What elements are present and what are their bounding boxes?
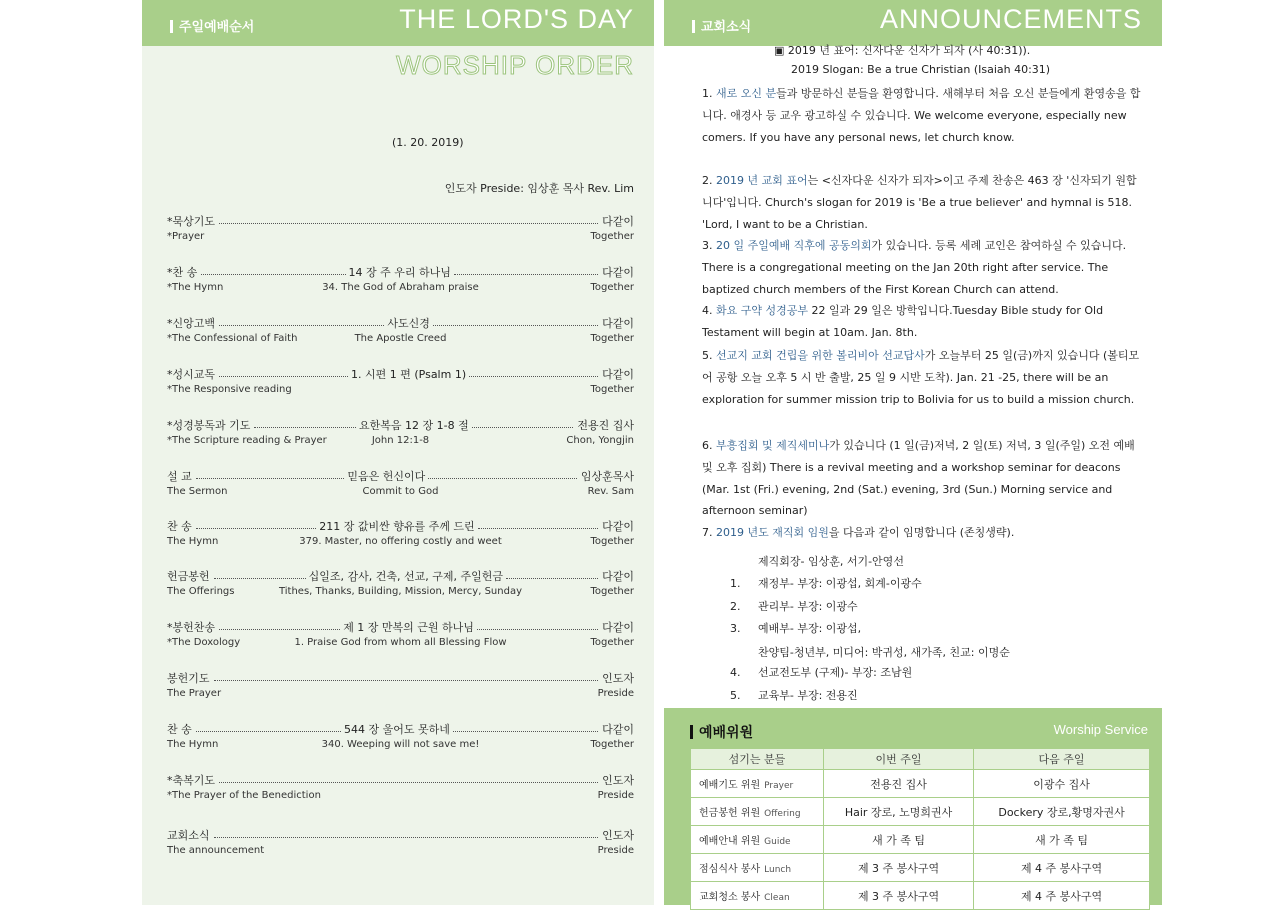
announcement-highlight: 2019 년 교회 표어: [716, 174, 808, 187]
order-item-leader-en: Preside: [597, 845, 634, 856]
order-item-detail: 제 1 장 만복의 근원 하나님: [343, 620, 474, 634]
order-item-title: *성경봉독과 기도: [167, 418, 251, 432]
order-item-title: *봉헌찬송: [167, 620, 216, 634]
announcement-item: [702, 435, 1142, 522]
section-label: 주일예배순서: [170, 16, 254, 35]
role-name-en: Offering: [764, 809, 801, 819]
this-week-cell: Hair 장로, 노명희권사: [824, 798, 974, 826]
role-name-en: Lunch: [764, 865, 792, 875]
leader-dots: [196, 478, 345, 479]
slogan-en: 2019 Slogan: Be a true Christian (Isaiah 40:31): [791, 63, 1051, 76]
role-cell: [691, 854, 824, 882]
role-name: 점심식사 봉사: [699, 864, 761, 875]
page-subtitle: WORSHIP ORDER: [396, 50, 634, 80]
order-item-detail: 544 장 울어도 못하네: [344, 722, 450, 736]
worship-service-rows: [691, 770, 1150, 910]
next-week-cell: 새 가 족 팀: [974, 826, 1150, 854]
order-item-leader-en: Together: [590, 231, 634, 242]
order-item-detail: 1. 시편 1 편 (Psalm 1): [351, 367, 467, 381]
order-item-title-en: *The Prayer of the Benediction: [167, 790, 321, 801]
staff-text: 찬양팀-청년부, 미디어: 박귀성, 새가족, 친교: 이명순: [758, 646, 1010, 659]
role-name: 예배기도 위원: [699, 780, 761, 791]
order-item-title-en: *The Responsive reading: [167, 384, 292, 395]
announcement-highlight: 새로 오신 분: [716, 87, 777, 100]
leader-dots: [506, 578, 598, 579]
announcement-text: 들과 방문하신 분들을 환영합니다. 새해부터 처음 오신 분들에게 환영송을 합니다. 애경사 등 교우 광고하실 수 있습니다. We welcome everyone, especially new comers. If you have any personal news, let church know.: [702, 87, 1141, 144]
announcement-item: [702, 345, 1142, 410]
staff-number: 3.: [730, 622, 741, 635]
table-row: [691, 826, 1150, 854]
next-week-cell: Dockery 장로,황명자권사: [974, 798, 1150, 826]
announcement-text: 가 있습니다. 등록 세례 교인은 참여하실 수 있습니다. There is a congregational meeting on the Jan 20th right after service. The baptized church members of the First Korean Church can attend.: [702, 239, 1127, 296]
announcement-number: 3.: [702, 239, 713, 252]
next-week-cell: 제 4 주 봉사구역: [974, 882, 1150, 910]
announcement-text: 22 일과 29 일은 방학입니다.Tuesday Bible study for Old Testament will begin at 10am. Jan. 8th.: [702, 304, 1104, 339]
order-item-leader-en: Rev. Sam: [587, 486, 634, 497]
order-item-title-en: *Prayer: [167, 231, 205, 242]
order-item-title-en: The Sermon: [167, 486, 228, 497]
announcement-highlight: 선교지 교회 건립을 위한 볼리비아 선교답사: [716, 349, 925, 362]
order-item-detail-en: 340. Weeping will not save me!: [321, 739, 480, 750]
role-name-en: Guide: [764, 837, 791, 847]
order-item-leader: 인도자: [602, 828, 634, 842]
worship-service-title: 예배위원: [690, 722, 753, 742]
staff-head: 제직회장- 임상훈, 서기-안영선: [758, 555, 904, 568]
staff-number: 4.: [730, 666, 741, 679]
staff-text: 선교전도부 (구제)- 부장: 조남원: [758, 666, 913, 679]
worship-order-banner: [142, 0, 654, 46]
staff-item: [730, 575, 922, 591]
leader-dots: [428, 478, 577, 479]
order-item-detail-en: 379. Master, no offering costly and weet: [299, 536, 502, 547]
order-item-leader-en: Together: [590, 282, 634, 293]
leader-dots: [433, 325, 598, 326]
order-item-leader: 다같이: [602, 367, 634, 381]
leader-dots: [478, 528, 599, 529]
announcement-number: 2.: [702, 174, 713, 187]
order-item-title: *묵상기도: [167, 214, 216, 228]
order-item-leader: 다같이: [602, 620, 634, 634]
order-item-title: 설 교: [167, 469, 192, 483]
role-name: 교회청소 봉사: [699, 892, 761, 903]
role-name-en: Prayer: [764, 781, 794, 791]
order-item-detail-en: Commit to God: [362, 486, 439, 497]
order-item-detail: 14 장 주 우리 하나님: [348, 265, 451, 279]
staff-number: 2.: [730, 600, 741, 613]
order-item-detail: 십일조, 감사, 건축, 선교, 구제, 주일헌금: [308, 569, 503, 583]
announcement-number: 5.: [702, 349, 713, 362]
table-row: [691, 854, 1150, 882]
announcement-item: [702, 170, 1142, 235]
order-item-detail: 211 장 값비싼 향유를 주께 드린: [319, 519, 475, 533]
order-item-leader: 다같이: [602, 722, 635, 736]
announcement-highlight: 부흥집회 및 제직세미나: [716, 439, 830, 452]
announcement-number: 7.: [702, 526, 713, 539]
order-item-title-en: The Prayer: [167, 688, 222, 699]
leader-dots: [214, 837, 599, 838]
order-item-detail-en: Tithes, Thanks, Building, Mission, Mercy, Sunday: [278, 586, 523, 597]
order-item-leader: 인도자: [602, 671, 634, 685]
order-item-title-en: The Hymn: [167, 536, 219, 547]
order-item-title: 교회소식: [167, 828, 210, 842]
role-cell: [691, 798, 824, 826]
leader-dots: [219, 223, 598, 224]
order-item-detail-en: John 12:1-8: [371, 435, 430, 446]
order-item-leader-en: Together: [590, 333, 634, 344]
order-item-leader-en: Together: [590, 739, 634, 750]
table-row: [691, 882, 1150, 910]
order-item-leader: 임상훈목사: [580, 469, 634, 483]
worship-service-table: [690, 748, 1150, 910]
announcements-banner: [664, 0, 1162, 46]
next-week-cell: 제 4 주 봉사구역: [974, 854, 1150, 882]
order-item-title: 찬 송: [167, 519, 192, 533]
announcement-text: 을 다음과 같이 임명합니다 (존칭생략).: [828, 526, 1015, 539]
order-item-leader-en: Together: [590, 536, 634, 547]
table-row: [691, 770, 1150, 798]
order-item-title-en: The Offerings: [167, 586, 235, 597]
staff-text: 관리부- 부장: 이광수: [758, 600, 858, 613]
order-item-title-en: The Hymn: [167, 739, 219, 750]
this-week-cell: 새 가 족 팀: [824, 826, 974, 854]
order-item-title: 헌금봉헌: [167, 569, 210, 583]
staff-item: [758, 644, 1010, 660]
staff-number: 1.: [730, 577, 741, 590]
role-cell: [691, 826, 824, 854]
order-item-leader: 다같이: [602, 214, 634, 228]
order-item-title-en: *The Hymn: [167, 282, 224, 293]
staff-item: [730, 664, 912, 680]
leader-dots: [254, 427, 356, 428]
worship-order-page: [142, 0, 654, 905]
staff-item: [730, 620, 861, 636]
staff-text: 재정부- 부장: 이광섭, 회계-이광수: [758, 577, 922, 590]
announcement-item: [702, 235, 1142, 300]
order-item-leader-en: Preside: [597, 688, 634, 699]
leader-dots: [219, 376, 348, 377]
next-week-cell: 이광수 집사: [974, 770, 1150, 798]
leader-dots: [454, 274, 598, 275]
leader-dots: [219, 782, 598, 783]
order-item: [167, 314, 634, 348]
leader-dots: [469, 376, 598, 377]
staff-text: 교육부- 부장: 전용진: [758, 689, 858, 702]
order-item-leader-en: Preside: [597, 790, 634, 801]
order-item-title: *신앙고백: [167, 316, 216, 330]
service-date: (1. 20. 2019): [392, 136, 464, 149]
this-week-cell: 제 3 주 봉사구역: [824, 854, 974, 882]
leader-dots: [214, 680, 599, 681]
announcements-page: [664, 0, 1162, 905]
order-item-leader-en: Chon, Yongjin: [566, 435, 634, 446]
announcement-item: [702, 83, 1142, 148]
role-cell: [691, 882, 824, 910]
order-item-leader: 다같이: [602, 519, 635, 533]
order-item-leader: 다같이: [602, 265, 635, 279]
order-item: [167, 517, 634, 551]
order-item-detail: 요한복음 12 장 1-8 절: [359, 418, 469, 432]
announcement-text: 는 <신자다운 신자가 되자>이고 주제 찬송은 463 장 '신자되기 원합니다'입니다. Church's slogan for 2019 is 'Be a true believer' and hymnal is 518. 'Lord, I want to be a Christian.: [702, 174, 1137, 231]
slogan-ko: ▣ 2019 년 표어: 신자다운 신자가 되자 (사 40:31)).: [774, 44, 1031, 57]
leader-dots: [219, 629, 340, 630]
leader-dots: [219, 325, 384, 326]
announcement-item: [702, 522, 1142, 544]
order-item: [167, 669, 634, 703]
announcement-number: 6.: [702, 439, 713, 452]
order-item: [167, 416, 634, 450]
role-name: 헌금봉헌 위원: [699, 808, 761, 819]
leader-dots: [453, 731, 598, 732]
order-item: [167, 365, 634, 399]
order-item-title-en: The announcement: [167, 845, 265, 856]
leader-dots: [477, 629, 598, 630]
order-item-leader-en: Together: [590, 637, 634, 648]
order-item: [167, 467, 634, 501]
announcement-highlight: 2019 년도 재직회 임원: [716, 526, 829, 539]
order-item-title-en: *The Scripture reading & Prayer: [167, 435, 327, 446]
staff-item: [730, 598, 858, 614]
section-label: 교회소식: [692, 16, 751, 35]
col-header-next-week: 다음 주일: [974, 749, 1150, 770]
order-item-leader: 다같이: [602, 569, 635, 583]
order-item: [167, 263, 634, 297]
announcement-number: 1.: [702, 87, 713, 100]
leader-dots: [472, 427, 574, 428]
order-item-title: *축복기도: [167, 773, 216, 787]
order-item-leader: 전용진 집사: [577, 418, 634, 432]
preside-line: 인도자 Preside: 임상훈 목사 Rev. Lim: [444, 182, 634, 195]
announcement-item: [702, 300, 1142, 344]
col-header-this-week: 이번 주일: [824, 749, 974, 770]
leader-dots: [214, 578, 306, 579]
order-item-detail: 믿음은 헌신이다: [347, 469, 426, 483]
order-item-title: 봉헌기도: [167, 671, 210, 685]
order-item-title-en: *The Confessional of Faith: [167, 333, 298, 344]
order-item-title: *찬 송: [167, 265, 198, 279]
table-row: [691, 798, 1150, 826]
order-item-detail-en: 1. Praise God from whom all Blessing Flow: [294, 637, 507, 648]
order-item-title: *성시교독: [167, 367, 216, 381]
order-item-title-en: *The Doxology: [167, 637, 241, 648]
order-item-detail: 사도신경: [387, 316, 430, 330]
banner-title: ANNOUNCEMENTS: [879, 4, 1142, 34]
role-name: 예배안내 위원: [699, 836, 761, 847]
announcement-highlight: 화요 구약 성경공부: [716, 304, 809, 317]
leader-dots: [196, 731, 341, 732]
leader-dots: [201, 274, 345, 275]
this-week-cell: 제 3 주 봉사구역: [824, 882, 974, 910]
order-item-leader: 다같이: [602, 316, 635, 330]
order-item-leader-en: Together: [590, 586, 634, 597]
banner-title: THE LORD'S DAY: [399, 4, 634, 34]
order-item: [167, 826, 634, 860]
staff-text: 예배부- 부장: 이광섭,: [758, 622, 862, 635]
order-item-leader-en: Together: [590, 384, 634, 395]
order-item-leader: 인도자: [602, 773, 634, 787]
announcement-text: 가 있습니다 (1 일(금)저녁, 2 일(토) 저녁, 3 일(주일) 오전 예배 및 오후 집회) There is a revival meeting and a workshop seminar for deacons (Mar. 1st (Fri.) evening, 2nd (Sat.) evening, 3rd (Sun.) Morning service and afternoon seminar): [702, 439, 1135, 518]
order-item-detail-en: 34. The God of Abraham praise: [322, 282, 479, 293]
col-header-role: 섬기는 분들: [691, 749, 824, 770]
announcement-text: 가 오늘부터 25 일(금)까지 있습니다 (볼티모어 공항 오늘 오후 5 시 반 출발, 25 일 9 시반 도착). Jan. 21 -25, there will be an exploration for summer mission trip to Bolivia for us to build a mission church.: [702, 349, 1140, 406]
role-cell: [691, 770, 824, 798]
order-item: [167, 618, 634, 652]
role-name-en: Clean: [764, 893, 790, 903]
order-item: [167, 212, 634, 246]
order-item-detail-en: The Apostle Creed: [354, 333, 447, 344]
announcement-highlight: 20 일 주일예배 직후에 공동의회: [716, 239, 872, 252]
worship-service-title-en: Worship Service: [1053, 722, 1148, 737]
order-item: [167, 771, 634, 805]
staff-item: [730, 687, 858, 703]
this-week-cell: 전용진 집사: [824, 770, 974, 798]
order-item: [167, 720, 634, 754]
order-item-title: 찬 송: [167, 722, 192, 736]
worship-service-section: [664, 708, 1162, 905]
announcement-number: 4.: [702, 304, 713, 317]
order-item: [167, 567, 634, 601]
staff-number: 5.: [730, 689, 741, 702]
leader-dots: [196, 528, 317, 529]
